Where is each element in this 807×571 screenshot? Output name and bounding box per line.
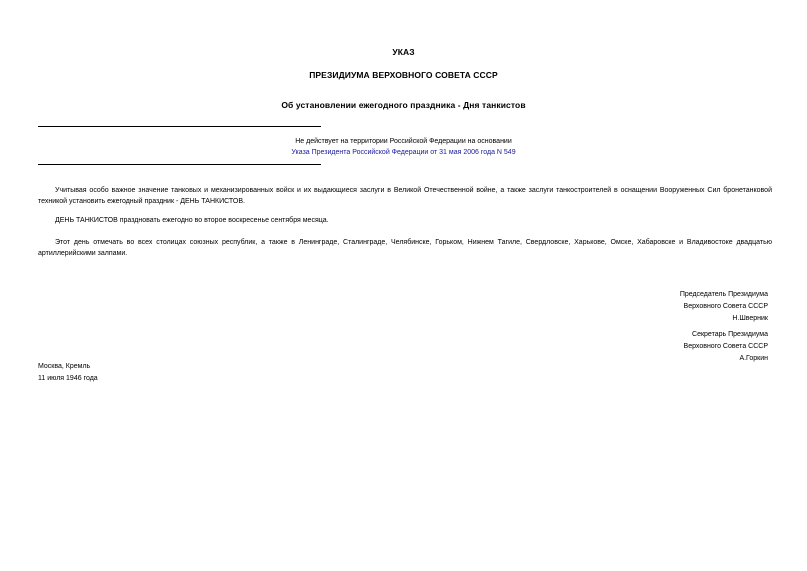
signature-block-secretary [684, 329, 768, 364]
status-link[interactable]: Указа Президента Российской Федерации от 31 мая 2006 года N 549 [291, 149, 516, 156]
paragraph-3: Этот день отмечать во всех столицах союзных республик, а также в Ленинграде, Сталинграде, Челябинске, Горьком, Нижнем Тагиле, Свердловске, Харькове, Омске, Хабаровске и Владивостоке двадцатью артиллерийскими залпами. [38, 239, 772, 257]
divider-top [38, 126, 321, 127]
issuing-body-title: ПРЕЗИДИУМА ВЕРХОВНОГО СОВЕТА СССР [309, 70, 498, 80]
signatory-position-line-2: Верховного Совета СССР [683, 302, 768, 310]
document-type-title: УКАЗ [392, 47, 415, 57]
paragraph-1: Учитывая особо важное значение танковых и механизированных войск и их выдающиеся заслуги в Великой Отечественной войне, а также заслуги танкостроителей в оснащении Вооруженных Сил бронетанковой техникой установить ежегодный праздник - ДЕНЬ ТАНКИСТОВ. [38, 187, 772, 205]
divider-bottom [38, 164, 321, 165]
signatory-position-line-1: Секретарь Президиума [692, 331, 768, 338]
paragraph-2: ДЕНЬ ТАНКИСТОВ праздновать ежегодно во второе воскресенье сентября месяца. [55, 217, 329, 224]
signatory-name: Н.Шверник [732, 314, 768, 322]
signing-place: Москва, Кремль [38, 363, 91, 370]
document-subject-title: Об установлении ежегодного праздника - Дня танкистов [281, 100, 526, 110]
signature-block-chairman [680, 289, 768, 324]
signatory-position-line-1: Председатель Президиума [679, 291, 768, 298]
place-and-date [38, 361, 98, 385]
signing-date: 11 июля 1946 года [38, 374, 98, 382]
status-notice: Не действует на территории Российской Федерации на основании [295, 138, 512, 145]
signatory-name: А.Горкин [739, 354, 768, 362]
signatory-position-line-2: Верховного Совета СССР [683, 342, 768, 350]
